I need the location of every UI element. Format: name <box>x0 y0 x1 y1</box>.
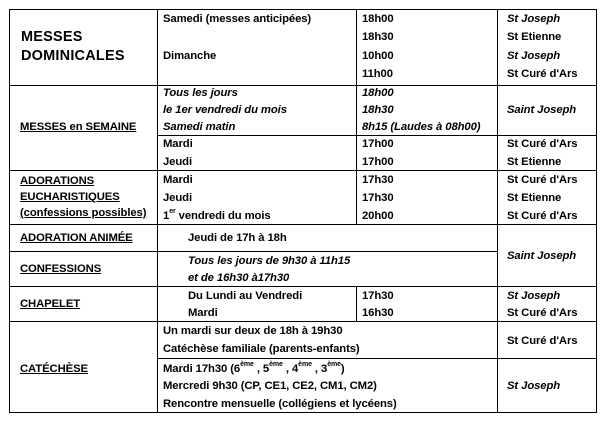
text-part: Mardi 17h30 (6 <box>163 363 241 375</box>
day-label: Mardi <box>188 307 218 319</box>
section-title-confessions: CONFESSIONS <box>20 263 102 275</box>
section-title-semaine-caps: MESSES <box>20 121 67 133</box>
time-label: 20h00 <box>362 210 394 222</box>
day-superscript: er <box>169 208 176 216</box>
text-part: , 5 <box>253 363 270 375</box>
day-label: Samedi (messes anticipées) <box>163 13 312 25</box>
place-label: St Curé d'Ars <box>507 68 578 80</box>
superscript: ème <box>298 361 312 369</box>
place-label: Saint Joseph <box>507 104 577 116</box>
schedule-text: Tous les jours de 9h30 à 11h15 <box>188 255 351 267</box>
row-divider <box>157 358 597 359</box>
section-title-catechese: CATÉCHÈSE <box>20 363 88 375</box>
day-label: Tous les jours <box>163 87 238 99</box>
row-divider <box>9 321 597 322</box>
row-divider <box>9 224 597 225</box>
schedule-text: Rencontre mensuelle (collégiens et lycéens) <box>163 398 397 410</box>
section-title-semaine <box>20 120 136 134</box>
superscript: ème <box>327 361 341 369</box>
time-label: 11h00 <box>362 68 393 80</box>
superscript: ème <box>240 361 254 369</box>
section-title-dominicales-2: DOMINICALES <box>21 48 125 64</box>
place-label: St Etienne <box>507 192 562 204</box>
section-title-animee: ADORATION ANIMÉE <box>20 232 133 244</box>
day-label: Mardi <box>163 138 193 150</box>
place-label: St Curé d'Ars <box>507 307 578 319</box>
place-label: St Curé d'Ars <box>507 335 578 347</box>
schedule-text: Un mardi sur deux de 18h à 19h30 <box>163 325 343 337</box>
place-label: St Curé d'Ars <box>507 138 578 150</box>
time-label: 18h00 <box>362 87 394 99</box>
section-title-dominicales: MESSES <box>21 29 83 45</box>
section-title-semaine-rest: en SEMAINE <box>66 121 137 133</box>
schedule-text <box>163 362 345 376</box>
schedule-text: Mercredi 9h30 (CP, CE1, CE2, CM1, CM2) <box>163 380 377 392</box>
schedule-text: Catéchèse familiale (parents-enfants) <box>163 343 360 355</box>
schedule-text: et de 16h30 à17h30 <box>188 272 290 284</box>
day-label: Dimanche <box>163 50 217 62</box>
place-label: St Etienne <box>507 156 562 168</box>
time-label: 16h30 <box>362 307 394 319</box>
col-divider <box>356 286 357 321</box>
row-divider <box>9 286 597 287</box>
day-prefix: 1 <box>163 210 170 222</box>
place-label: St Etienne <box>507 31 562 43</box>
section-title-chapelet: CHAPELET <box>20 298 81 310</box>
text-part: , 4 <box>282 363 299 375</box>
section-title-adorations-3: (confessions possibles) <box>20 207 147 219</box>
day-label: Mardi <box>163 174 193 186</box>
day-rest: vendredi du mois <box>175 210 271 222</box>
section-title-adorations-2: EUCHARISTIQUES <box>20 191 120 203</box>
time-label: 17h30 <box>362 174 394 186</box>
place-label: St Joseph <box>507 13 561 25</box>
section-title-adorations: ADORATIONS <box>20 175 95 187</box>
time-label: 18h00 <box>362 13 394 25</box>
place-label: St Joseph <box>507 380 561 392</box>
place-label: St Curé d'Ars <box>507 174 578 186</box>
time-label: 17h30 <box>362 192 394 204</box>
day-label <box>163 209 271 223</box>
col-divider <box>356 9 357 224</box>
day-label: Jeudi <box>163 192 193 204</box>
place-label: Saint Joseph <box>507 250 577 262</box>
time-label: 17h00 <box>362 156 394 168</box>
col-divider <box>157 9 158 413</box>
time-label: 17h30 <box>362 290 394 302</box>
time-label: 10h00 <box>362 50 394 62</box>
superscript: ème <box>269 361 283 369</box>
row-divider <box>9 251 497 252</box>
place-label: St Curé d'Ars <box>507 210 578 222</box>
col-divider <box>497 9 498 413</box>
row-divider <box>157 135 597 136</box>
day-label: Samedi matin <box>163 121 236 133</box>
day-label: Jeudi <box>163 156 193 168</box>
schedule-text: Jeudi de 17h à 18h <box>188 232 287 244</box>
row-divider <box>9 170 597 171</box>
text-part: , 3 <box>311 363 328 375</box>
time-label: 17h00 <box>362 138 394 150</box>
day-label: le 1er vendredi du mois <box>163 104 287 116</box>
time-label: 18h30 <box>362 104 394 116</box>
time-label: 18h30 <box>362 31 394 43</box>
place-label: St Joseph <box>507 290 561 302</box>
place-label: St Joseph <box>507 50 561 62</box>
row-divider <box>9 85 597 86</box>
text-part: ) <box>340 363 345 375</box>
time-label: 8h15 (Laudes à 08h00) <box>362 121 481 133</box>
day-label: Du Lundi au Vendredi <box>188 290 303 302</box>
